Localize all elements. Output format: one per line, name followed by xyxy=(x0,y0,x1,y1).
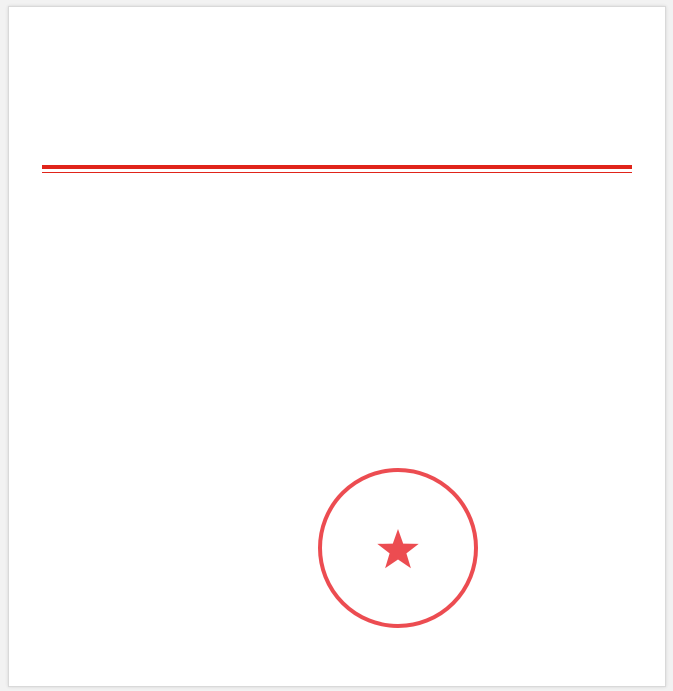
document-page xyxy=(8,6,666,687)
letterhead-rule-thick xyxy=(42,165,632,169)
official-seal xyxy=(315,465,481,631)
seal-star-icon xyxy=(377,529,418,568)
letterhead-rule-thin xyxy=(42,172,632,173)
